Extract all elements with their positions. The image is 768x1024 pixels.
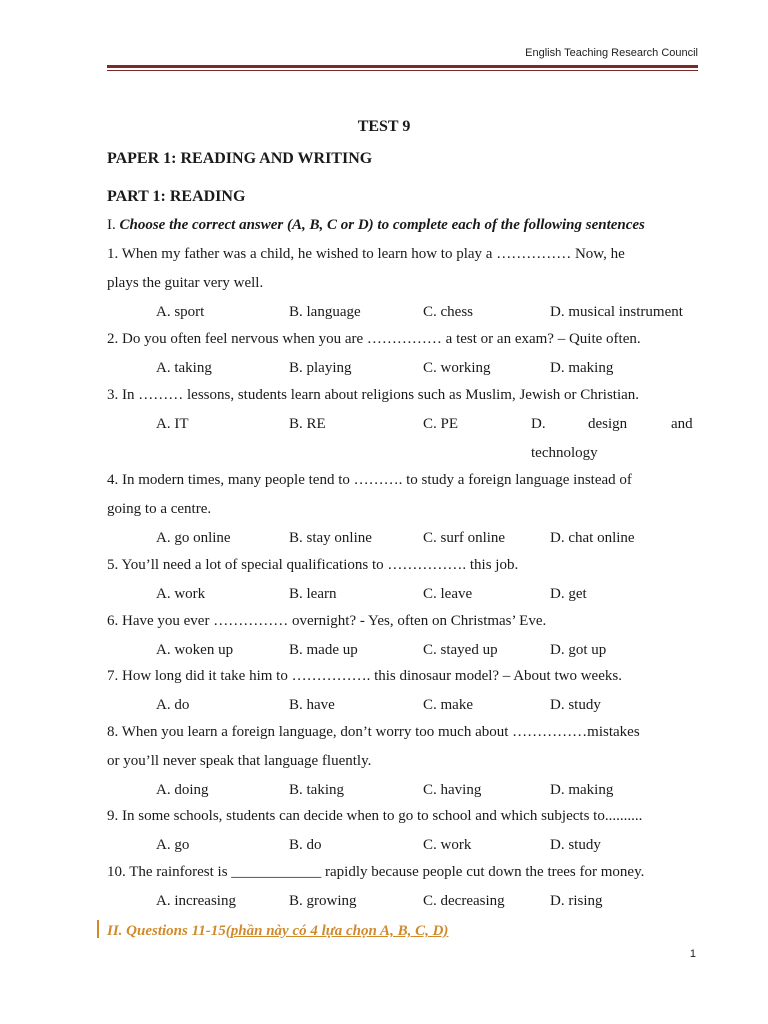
- q2-option-b: B. playing: [289, 360, 352, 376]
- header-rule-thick: [107, 65, 698, 68]
- q5-option-a: A. work: [156, 586, 206, 602]
- question-7-line-1: 7. How long did it take him to ……………. this dinosaur model? – About two weeks.: [107, 668, 622, 684]
- q10-option-a: A. increasing: [156, 893, 236, 909]
- q6-option-a: A. woken up: [156, 642, 234, 658]
- part-heading: PART 1: READING: [107, 188, 246, 205]
- q7-option-b: B. have: [289, 697, 335, 713]
- instruction: [107, 217, 645, 234]
- q3-option-d-letter: D.: [531, 416, 546, 432]
- question-9-line-1: 9. In some schools, students can decide when to go to school and which subjects to..........: [107, 808, 643, 824]
- q1-option-c: C. chess: [423, 304, 473, 320]
- question-1-line-1: 1. When my father was a child, he wished to learn how to play a …………… Now, he: [107, 246, 625, 262]
- q5-option-d: D. get: [550, 586, 587, 602]
- paper-heading: PAPER 1: READING AND WRITING: [107, 150, 373, 167]
- header-rule-thin: [107, 70, 698, 71]
- q8-option-d: D. making: [550, 782, 614, 798]
- q10-option-b: B. growing: [289, 893, 357, 909]
- q1-option-d: D. musical instrument: [550, 304, 683, 320]
- q3-option-d-word-1: design: [588, 416, 628, 432]
- section-2-note: (phần này có 4 lựa chọn A, B, C, D): [225, 923, 449, 939]
- question-8-line-1: 8. When you learn a foreign language, don’t worry too much about ……………mistakes: [107, 724, 640, 740]
- q7-option-a: A. do: [156, 697, 190, 713]
- header-org: English Teaching Research Council: [525, 47, 698, 59]
- section-2-prefix: II. Questions 11-15: [107, 923, 226, 939]
- q1-option-b: B. language: [289, 304, 361, 320]
- q8-option-a: A. doing: [156, 782, 209, 798]
- q6-option-c: C. stayed up: [423, 642, 498, 658]
- q6-option-d: D. got up: [550, 642, 607, 658]
- question-4-line-2: going to a centre.: [107, 501, 212, 517]
- q1-option-a: A. sport: [156, 304, 205, 320]
- question-10-line-1: 10. The rainforest is ____________ rapidly because people cut down the trees for money.: [107, 864, 645, 880]
- q3-option-d-word-2: and: [671, 416, 693, 432]
- q3-option-a: A. IT: [156, 416, 189, 432]
- question-8-line-2: or you’ll never speak that language fluently.: [107, 753, 372, 769]
- q10-option-d: D. rising: [550, 893, 603, 909]
- question-6-line-1: 6. Have you ever …………… overnight? - Yes, often on Christmas’ Eve.: [107, 613, 547, 629]
- q2-option-c: C. working: [423, 360, 491, 376]
- q9-option-d: D. study: [550, 837, 601, 853]
- instruction-text: Choose the correct answer (A, B, C or D) to complete each of the following sentences: [119, 217, 645, 233]
- q4-option-a: A. go online: [156, 530, 231, 546]
- q9-option-c: C. work: [423, 837, 472, 853]
- q8-option-c: C. having: [423, 782, 482, 798]
- question-2-line-1: 2. Do you often feel nervous when you are …………… a test or an exam? – Quite often.: [107, 331, 641, 347]
- test-title: TEST 9: [357, 118, 411, 135]
- q2-option-d: D. making: [550, 360, 614, 376]
- page-number: 1: [689, 948, 696, 960]
- q10-option-c: C. decreasing: [423, 893, 505, 909]
- q4-option-d: D. chat online: [550, 530, 635, 546]
- question-4-line-1: 4. In modern times, many people tend to ………. to study a foreign language instead of: [107, 472, 632, 488]
- q3-option-c: C. PE: [423, 416, 459, 432]
- q5-option-c: C. leave: [423, 586, 473, 602]
- question-5-line-1: 5. You’ll need a lot of special qualifications to ……………. this job.: [107, 557, 519, 573]
- q3-option-b: B. RE: [289, 416, 326, 432]
- q3-option-d-word-3: technology: [531, 445, 598, 461]
- q4-option-b: B. stay online: [289, 530, 372, 546]
- q9-option-b: B. do: [289, 837, 322, 853]
- q6-option-b: B. made up: [289, 642, 358, 658]
- q9-option-a: A. go: [156, 837, 190, 853]
- section-2-heading: [107, 920, 448, 940]
- q7-option-c: C. make: [423, 697, 473, 713]
- question-1-line-2: plays the guitar very well.: [107, 275, 264, 291]
- question-3-line-1: 3. In ……… lessons, students learn about religions such as Muslim, Jewish or Christian.: [107, 387, 640, 403]
- q8-option-b: B. taking: [289, 782, 344, 798]
- instruction-prefix: I.: [107, 217, 120, 233]
- q7-option-d: D. study: [550, 697, 601, 713]
- q4-option-c: C. surf online: [423, 530, 506, 546]
- section-2-bar: [97, 920, 99, 938]
- q2-option-a: A. taking: [156, 360, 212, 376]
- q5-option-b: B. learn: [289, 586, 337, 602]
